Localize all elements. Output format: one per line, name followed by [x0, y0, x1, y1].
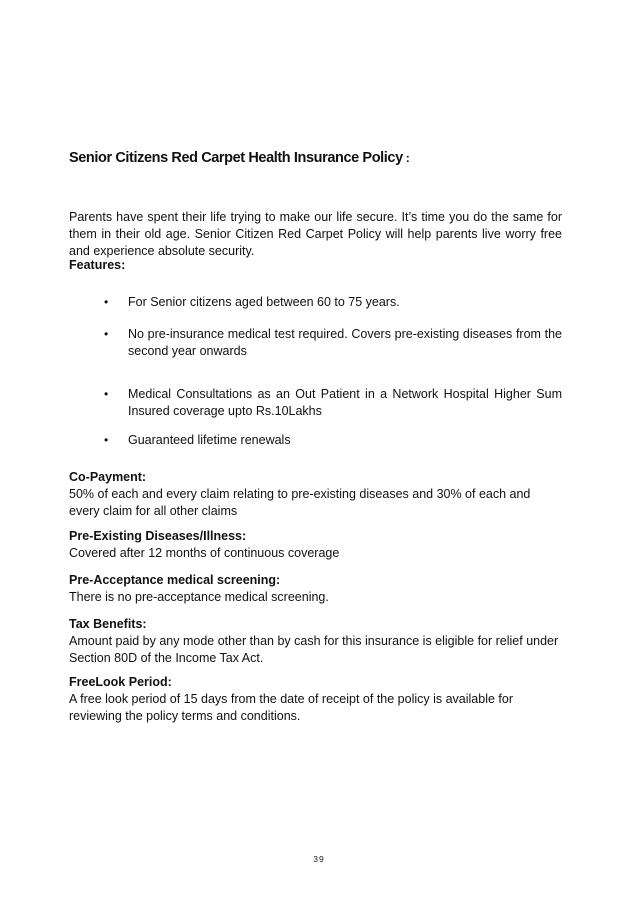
page-title-colon: :	[405, 151, 410, 165]
section-freelook-period	[69, 674, 562, 725]
section-pre-acceptance-screening	[69, 572, 562, 606]
bullet-icon: •	[104, 433, 109, 447]
feature-item	[104, 294, 562, 311]
section-heading: Tax Benefits:	[69, 617, 147, 631]
feature-text: No pre-insurance medical test required. Covers pre-existing diseases from the second year onwards	[128, 327, 562, 358]
feature-text: Medical Consultations as an Out Patient in a Network Hospital Higher Sum Insured coverage upto Rs.10Lakhs	[128, 387, 562, 418]
feature-item	[104, 432, 562, 449]
section-pre-existing-diseases	[69, 528, 562, 562]
section-body: Covered after 12 months of continuous coverage	[69, 546, 340, 560]
bullet-icon: •	[104, 295, 109, 309]
feature-item	[104, 386, 562, 420]
feature-text: For Senior citizens aged between 60 to 75 years.	[128, 295, 400, 309]
section-heading: Co-Payment:	[69, 470, 147, 484]
bullet-icon: •	[104, 327, 109, 341]
page-title	[69, 150, 409, 166]
intro-paragraph: Parents have spent their life trying to make our life secure. It’s time you do the same for them in their old age. Senior Citizen Red Carpet Policy will help parents live worry free and experience absolute security.	[69, 210, 562, 258]
page-title-text: Senior Citizens Red Carpet Health Insurance Policy	[69, 150, 403, 166]
section-body: 50% of each and every claim relating to pre-existing diseases and 30% of each and every claim for all other claims	[69, 487, 531, 518]
feature-text: Guaranteed lifetime renewals	[128, 433, 291, 447]
features-heading: Features:	[69, 258, 126, 272]
bullet-icon: •	[104, 387, 109, 401]
section-body: There is no pre-acceptance medical screening.	[69, 590, 329, 604]
section-tax-benefits	[69, 616, 562, 667]
section-co-payment	[69, 469, 562, 520]
section-heading: Pre-Existing Diseases/Illness:	[69, 529, 247, 543]
section-body: A free look period of 15 days from the date of receipt of the policy is available for reviewing the policy terms and conditions.	[69, 692, 514, 723]
section-body: Amount paid by any mode other than by cash for this insurance is eligible for relief under Section 80D of the Income Tax Act.	[69, 634, 559, 665]
section-heading: Pre-Acceptance medical screening:	[69, 573, 281, 587]
page-number: 39	[313, 854, 325, 864]
feature-item	[104, 326, 562, 360]
section-heading: FreeLook Period:	[69, 675, 172, 689]
